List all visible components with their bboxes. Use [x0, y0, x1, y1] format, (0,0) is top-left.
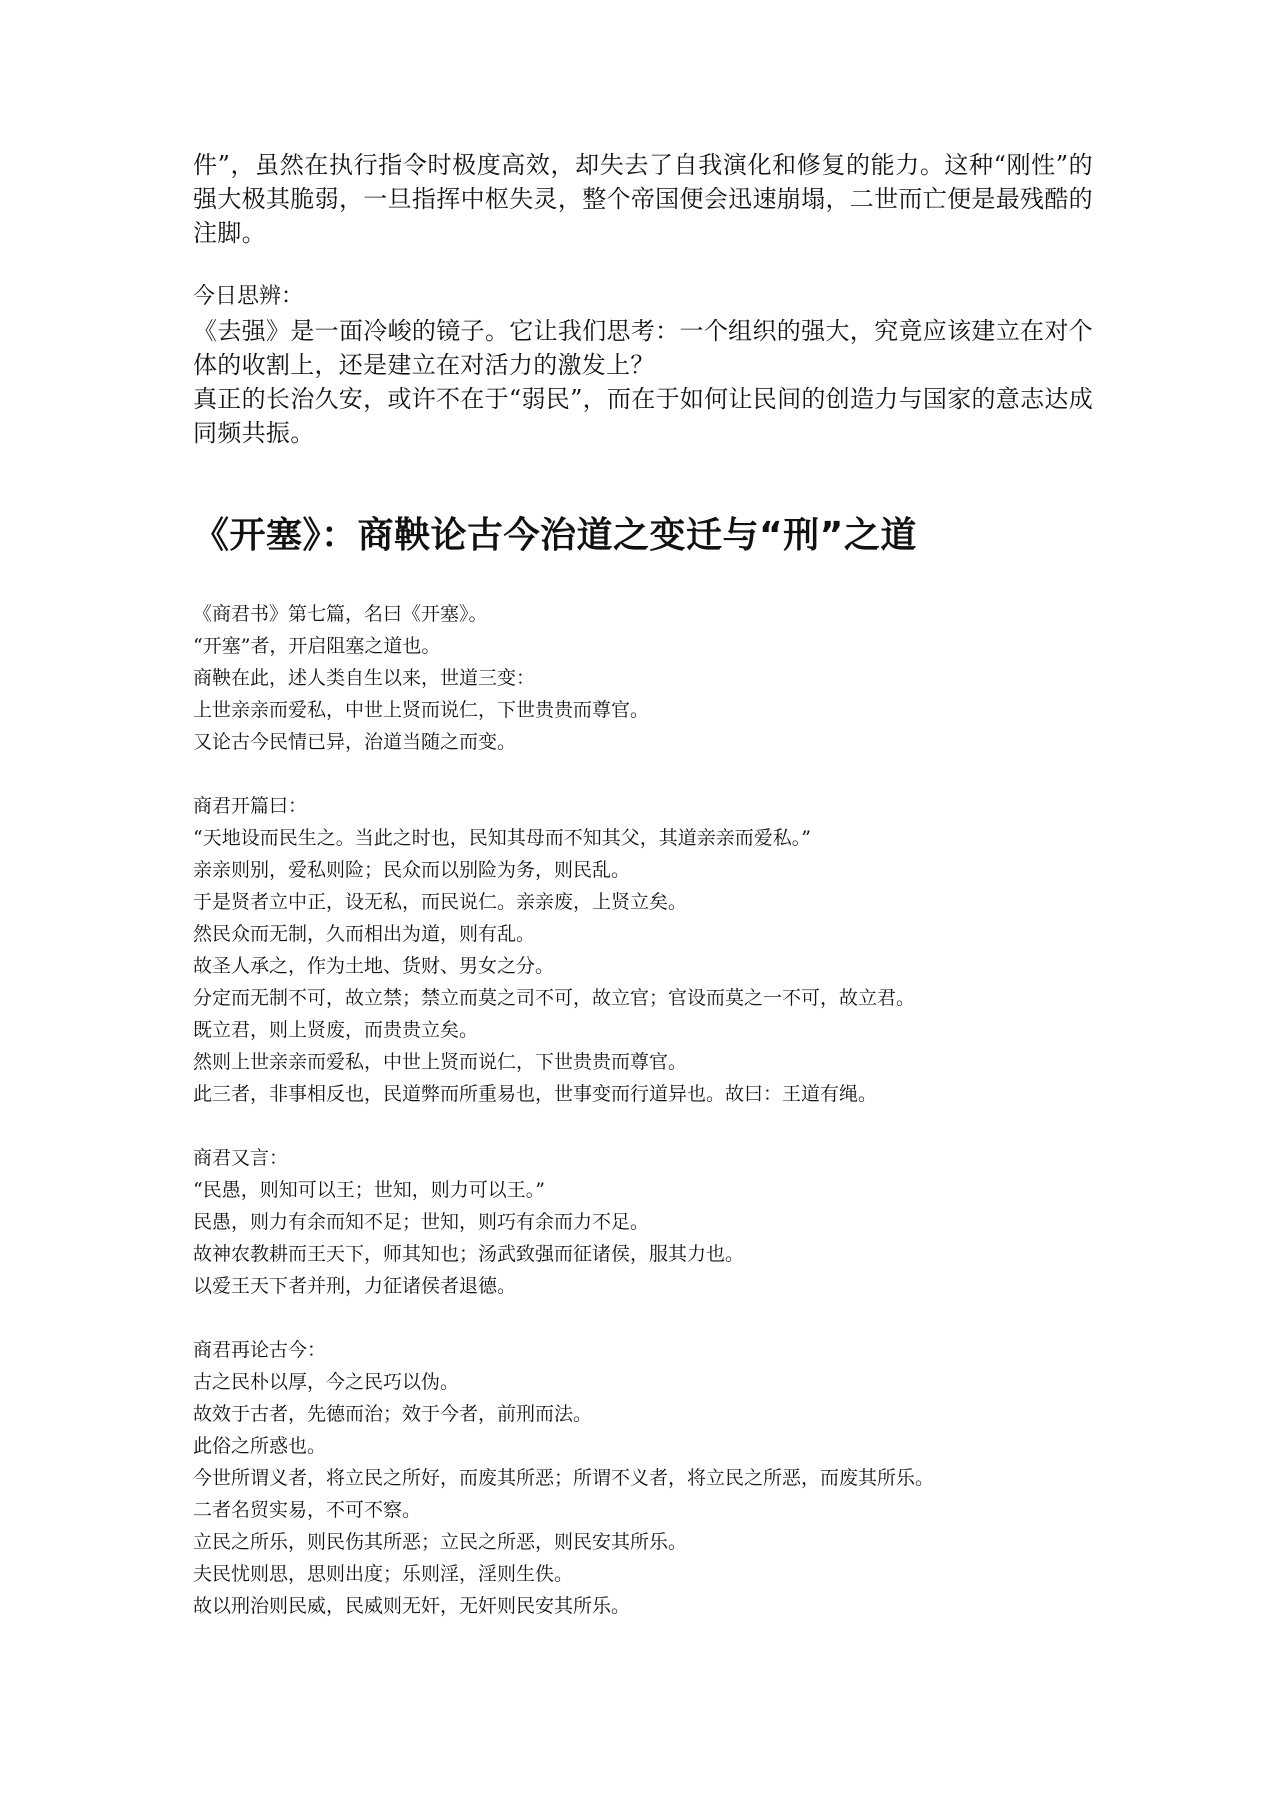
text-line: 然则上世亲亲而爱私，中世上贤而说仁，下世贵贵而尊官。 [193, 1051, 688, 1073]
text-line: 分定而无制不可，故立禁；禁立而莫之司不可，故立官；官设而莫之一不可，故立君。 [193, 987, 916, 1009]
section-opening [193, 790, 1093, 1110]
text-line: 然民众而无制，久而相出为道，则有乱。 [193, 923, 536, 945]
text-line: 商君再论古今： [193, 1339, 327, 1361]
text-line: 立民之所乐，则民伤其所恶；立民之所恶，则民安其所乐。 [193, 1531, 688, 1553]
reflection-paragraph-1: 《去强》是一面冷峻的镜子。它让我们思考：一个组织的强大，究竟应该建立在对个体的收割上，还是建立在对活力的激发上？ [193, 317, 1093, 379]
text-line: 既立君，则上贤废，而贵贵立矣。 [193, 1019, 479, 1041]
text-line: “开塞”者，开启阻塞之道也。 [193, 635, 441, 657]
text-line: 故以刑治则民威，民威则无奸，无奸则民安其所乐。 [193, 1595, 631, 1617]
text-line: 夫民忧则思，思则出度；乐则淫，淫则生佚。 [193, 1563, 574, 1585]
text-line: 商鞅在此，述人类自生以来，世道三变： [193, 667, 536, 689]
text-line: 故效于古者，先德而治；效于今者，前刑而法。 [193, 1403, 593, 1425]
section-again [193, 1142, 1093, 1302]
text-line: 又论古今民情已异，治道当随之而变。 [193, 731, 517, 753]
text-line: 故圣人承之，作为土地、货财、男女之分。 [193, 955, 555, 977]
text-line: 于是贤者立中正，设无私，而民说仁。亲亲废，上贤立矣。 [193, 891, 688, 913]
intro-paragraph: 件”，虽然在执行指令时极度高效，却失去了自我演化和修复的能力。这种“刚性”的强大极其脆弱，一旦指挥中枢失灵，整个帝国便会迅速崩塌，二世而亡便是最残酷的注脚。 [193, 151, 1093, 247]
text-line: 《商君书》第七篇，名曰《开塞》。 [193, 603, 488, 625]
text-line: 故神农教耕而王天下，师其知也；汤武致强而征诸侯，服其力也。 [193, 1243, 745, 1265]
spacer [193, 250, 1093, 280]
reflection-paragraph-2: 真正的长治久安，或许不在于“弱民”，而在于如何让民间的创造力与国家的意志达成同频共振。 [193, 385, 1093, 447]
text-line: 今世所谓义者，将立民之所好，而废其所恶；所谓不义者，将立民之所恶，而废其所乐。 [193, 1467, 935, 1489]
text-line: “民愚，则知可以王；世知，则力可以王。” [193, 1179, 545, 1201]
text-line: 亲亲则别，爱私则险；民众而以别险为务，则民乱。 [193, 859, 631, 881]
text-line: 上世亲亲而爱私，中世上贤而说仁，下世贵贵而尊官。 [193, 699, 650, 721]
reflection-label: 今日思辨： [193, 284, 304, 309]
text-line: 此三者，非事相反也，民道弊而所重易也，世事变而行道异也。故曰：王道有绳。 [193, 1083, 878, 1105]
text-line: “天地设而民生之。当此之时也，民知其母而不知其父，其道亲亲而爱私。” [193, 827, 811, 849]
text-line: 此俗之所惑也。 [193, 1435, 327, 1457]
text-line: 以爱王天下者并刑，力征诸侯者退德。 [193, 1275, 517, 1297]
text-line: 二者名贸实易，不可不察。 [193, 1499, 422, 1521]
document-page [193, 148, 1093, 1654]
text-line: 古之民朴以厚，今之民巧以伪。 [193, 1371, 460, 1393]
text-line: 商君又言： [193, 1147, 289, 1169]
section-intro [193, 598, 1093, 758]
section-past-present [193, 1334, 1093, 1622]
text-line: 商君开篇曰： [193, 795, 308, 817]
text-line: 民愚，则力有余而知不足；世知，则巧有余而力不足。 [193, 1211, 650, 1233]
section-heading: 《开塞》：商鞅论古今治道之变迁与“刑”之道 [193, 515, 917, 556]
